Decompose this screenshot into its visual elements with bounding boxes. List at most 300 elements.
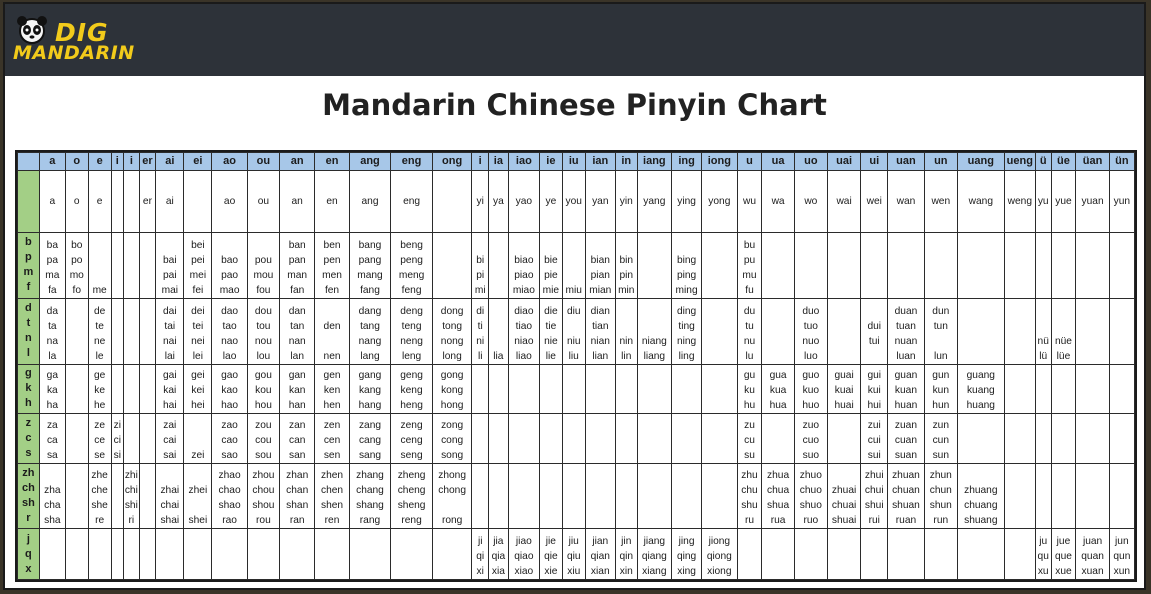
final-header: üe xyxy=(1051,153,1076,171)
syllable-cell: zen cen sen xyxy=(315,414,349,463)
syllable-cell xyxy=(762,232,794,298)
syllable-cell: ba pa ma fa xyxy=(39,232,65,298)
syllable-cell: yin xyxy=(615,171,637,233)
syllable-cell: guo kuo huo xyxy=(794,364,827,413)
syllable-cell xyxy=(247,529,279,580)
final-header: ü xyxy=(1035,153,1051,171)
final-header: ang xyxy=(349,153,391,171)
corner-cell xyxy=(18,153,40,171)
syllable-cell: gui kui hui xyxy=(861,364,888,413)
syllable-cell xyxy=(212,529,247,580)
syllable-cell: du tu nu lu xyxy=(737,298,762,364)
syllable-cell: nü lü xyxy=(1035,298,1051,364)
syllable-cell xyxy=(615,364,637,413)
syllable-cell xyxy=(65,414,88,463)
syllable-cell: bo po mo fo xyxy=(65,232,88,298)
syllable-cell: duan tuan nuan luan xyxy=(888,298,924,364)
final-header: uo xyxy=(794,153,827,171)
syllable-cell: dang tang nang lang xyxy=(349,298,391,364)
syllable-cell: ban pan man fan xyxy=(280,232,315,298)
page-title: Mandarin Chinese Pinyin Chart xyxy=(322,88,827,122)
syllable-cell xyxy=(637,463,671,529)
final-header: u xyxy=(737,153,762,171)
syllable-cell: die tie nie lie xyxy=(539,298,562,364)
syllable-cell xyxy=(1035,364,1051,413)
syllable-cell: guan kuan huan xyxy=(888,364,924,413)
syllable-cell: you xyxy=(562,171,585,233)
syllable-cell xyxy=(702,232,737,298)
syllable-cell: er xyxy=(139,171,156,233)
syllable-cell xyxy=(39,529,65,580)
syllable-cell xyxy=(794,232,827,298)
syllable-cell: an xyxy=(280,171,315,233)
syllable-cell: ye xyxy=(539,171,562,233)
syllable-cell: zi ci si xyxy=(111,414,123,463)
syllable-cell: bin pin min xyxy=(615,232,637,298)
syllable-cell: yong xyxy=(702,171,737,233)
syllable-cell: za ca sa xyxy=(39,414,65,463)
syllable-cell: zuo cuo suo xyxy=(794,414,827,463)
syllable-cell: gu ku hu xyxy=(737,364,762,413)
syllable-cell: nin lin xyxy=(615,298,637,364)
syllable-cell xyxy=(139,364,156,413)
syllable-cell: dou tou nou lou xyxy=(247,298,279,364)
site-logo[interactable] xyxy=(13,12,143,68)
syllable-cell: yang xyxy=(637,171,671,233)
initial-row xyxy=(18,232,1135,298)
syllable-cell: jie qie xie xyxy=(539,529,562,580)
syllable-cell: pou mou fou xyxy=(247,232,279,298)
syllable-cell: zhi chi shi ri xyxy=(124,463,140,529)
syllable-cell xyxy=(111,463,123,529)
syllable-cell xyxy=(124,364,140,413)
syllable-cell xyxy=(672,414,702,463)
pinyin-table-container xyxy=(15,150,1137,582)
syllable-cell xyxy=(139,463,156,529)
logo-text-dig: DIG xyxy=(55,18,109,47)
syllable-cell xyxy=(489,364,509,413)
syllable-cell: a xyxy=(39,171,65,233)
syllable-cell xyxy=(111,364,123,413)
final-header: iu xyxy=(562,153,585,171)
syllable-cell: zhu chu shu ru xyxy=(737,463,762,529)
syllable-cell: zhui chui shui rui xyxy=(861,463,888,529)
syllable-cell: dian tian nian lian xyxy=(585,298,615,364)
final-header: i xyxy=(124,153,140,171)
syllable-cell xyxy=(1109,298,1134,364)
syllable-cell xyxy=(957,414,1004,463)
syllable-cell: gong kong hong xyxy=(432,364,472,413)
syllable-cell: zao cao sao xyxy=(212,414,247,463)
syllable-cell xyxy=(585,364,615,413)
syllable-cell: gai kai hai xyxy=(156,364,184,413)
syllable-cell: weng xyxy=(1004,171,1035,233)
final-header: i xyxy=(111,153,123,171)
initial-row xyxy=(18,414,1135,463)
syllable-cell xyxy=(637,364,671,413)
syllable-cell: bai pai mai xyxy=(156,232,184,298)
syllable-cell: o xyxy=(65,171,88,233)
syllable-cell: bu pu mu fu xyxy=(737,232,762,298)
syllable-cell xyxy=(1004,364,1035,413)
syllable-cell: da ta na la xyxy=(39,298,65,364)
syllable-cell xyxy=(139,414,156,463)
syllable-cell: guang kuang huang xyxy=(957,364,1004,413)
syllable-cell: den nen xyxy=(315,298,349,364)
syllable-cell: bei pei mei fei xyxy=(184,232,212,298)
final-header: ing xyxy=(672,153,702,171)
syllable-cell: wen xyxy=(924,171,957,233)
syllable-cell xyxy=(391,529,433,580)
syllable-cell: ji qi xi xyxy=(472,529,489,580)
syllable-cell: jiong qiong xiong xyxy=(702,529,737,580)
syllable-cell: yao xyxy=(508,171,539,233)
syllable-cell: zhua chua shua rua xyxy=(762,463,794,529)
final-header: ui xyxy=(861,153,888,171)
final-header: ai xyxy=(156,153,184,171)
page-frame xyxy=(3,2,1146,590)
syllable-cell: zhe che she re xyxy=(88,463,111,529)
syllable-cell: guai kuai huai xyxy=(827,364,860,413)
syllable-cell xyxy=(1051,414,1076,463)
syllable-cell: gun kun hun xyxy=(924,364,957,413)
syllable-cell xyxy=(1004,298,1035,364)
syllable-cell: miu xyxy=(562,232,585,298)
syllable-cell xyxy=(539,414,562,463)
syllable-cell: bi pi mi xyxy=(472,232,489,298)
final-header: o xyxy=(65,153,88,171)
syllable-cell: bian pian mian xyxy=(585,232,615,298)
syllable-cell: wang xyxy=(957,171,1004,233)
syllable-cell: ge ke he xyxy=(88,364,111,413)
pinyin-chart-table xyxy=(17,152,1135,580)
syllable-cell: zhuang chuang shuang xyxy=(957,463,1004,529)
syllable-cell xyxy=(1035,414,1051,463)
syllable-cell xyxy=(1035,232,1051,298)
syllable-cell: gang kang hang xyxy=(349,364,391,413)
syllable-cell xyxy=(924,232,957,298)
syllable-cell xyxy=(508,364,539,413)
syllable-cell xyxy=(315,529,349,580)
syllable-cell xyxy=(432,171,472,233)
syllable-cell xyxy=(957,529,1004,580)
syllable-cell: dan tan nan lan xyxy=(280,298,315,364)
syllable-cell xyxy=(1004,529,1035,580)
syllable-cell xyxy=(88,529,111,580)
syllable-cell: zeng ceng seng xyxy=(391,414,433,463)
syllable-cell: ding ting ning ling xyxy=(672,298,702,364)
syllable-cell xyxy=(156,529,184,580)
syllable-cell: deng teng neng leng xyxy=(391,298,433,364)
syllable-cell: geng keng heng xyxy=(391,364,433,413)
syllable-cell xyxy=(702,463,737,529)
syllable-cell: gua kua hua xyxy=(762,364,794,413)
final-header: ueng xyxy=(1004,153,1035,171)
syllable-cell xyxy=(124,529,140,580)
syllable-cell: zai cai sai xyxy=(156,414,184,463)
syllable-cell xyxy=(280,529,315,580)
final-header: er xyxy=(139,153,156,171)
top-bar xyxy=(5,4,1144,76)
syllable-cell: zha cha sha xyxy=(39,463,65,529)
syllable-cell xyxy=(349,529,391,580)
syllable-cell: bie pie mie xyxy=(539,232,562,298)
syllable-cell xyxy=(432,529,472,580)
syllable-cell xyxy=(827,232,860,298)
syllable-cell xyxy=(1035,463,1051,529)
initial-label: d t n l xyxy=(18,298,40,364)
syllable-cell xyxy=(139,529,156,580)
syllable-cell xyxy=(702,364,737,413)
syllable-cell xyxy=(472,414,489,463)
syllable-cell xyxy=(702,414,737,463)
syllable-cell: zuan cuan suan xyxy=(888,414,924,463)
syllable-cell: lia xyxy=(489,298,509,364)
syllable-cell xyxy=(65,364,88,413)
syllable-cell: jiang qiang xiang xyxy=(637,529,671,580)
syllable-cell xyxy=(1004,232,1035,298)
initial-label: j q x xyxy=(18,529,40,580)
final-header: uan xyxy=(888,153,924,171)
syllable-cell: en xyxy=(315,171,349,233)
syllable-cell: wa xyxy=(762,171,794,233)
syllable-cell: jiu qiu xiu xyxy=(562,529,585,580)
syllable-cell: zong cong song xyxy=(432,414,472,463)
final-header: e xyxy=(88,153,111,171)
syllable-cell xyxy=(65,463,88,529)
syllable-cell xyxy=(124,232,140,298)
syllable-cell xyxy=(111,529,123,580)
syllable-cell: ze ce se xyxy=(88,414,111,463)
syllable-cell xyxy=(65,298,88,364)
syllable-cell: jia qia xia xyxy=(489,529,509,580)
syllable-cell: ying xyxy=(672,171,702,233)
syllable-cell xyxy=(637,232,671,298)
syllable-cell: gen ken hen xyxy=(315,364,349,413)
syllable-cell xyxy=(1109,364,1134,413)
syllable-cell: ya xyxy=(489,171,509,233)
final-header: eng xyxy=(391,153,433,171)
syllable-cell xyxy=(124,414,140,463)
syllable-cell xyxy=(1076,463,1109,529)
syllable-cell xyxy=(111,298,123,364)
syllable-cell xyxy=(1004,414,1035,463)
syllable-cell: zhuo chuo shuo ruo xyxy=(794,463,827,529)
syllable-cell xyxy=(1076,298,1109,364)
syllable-cell: zhong chong rong xyxy=(432,463,472,529)
syllable-cell: wei xyxy=(861,171,888,233)
syllable-cell xyxy=(827,414,860,463)
syllable-cell xyxy=(139,232,156,298)
final-header: i xyxy=(472,153,489,171)
syllable-cell: gei kei hei xyxy=(184,364,212,413)
syllable-cell xyxy=(762,414,794,463)
initial-row xyxy=(18,529,1135,580)
final-header: uai xyxy=(827,153,860,171)
syllable-cell: gan kan han xyxy=(280,364,315,413)
final-header: iong xyxy=(702,153,737,171)
syllable-cell xyxy=(508,414,539,463)
syllable-cell xyxy=(615,463,637,529)
syllable-cell: niang liang xyxy=(637,298,671,364)
syllable-cell: wu xyxy=(737,171,762,233)
syllable-cell xyxy=(957,232,1004,298)
syllable-cell: ju qu xu xyxy=(1035,529,1051,580)
syllable-cell: jian qian xian xyxy=(585,529,615,580)
syllable-cell: bing ping ming xyxy=(672,232,702,298)
syllable-cell xyxy=(924,529,957,580)
syllable-cell: yi xyxy=(472,171,489,233)
syllable-cell xyxy=(539,364,562,413)
final-header: ua xyxy=(762,153,794,171)
syllable-cell xyxy=(489,463,509,529)
logo-text-mandarin: MANDARIN xyxy=(13,42,135,64)
syllable-cell xyxy=(1076,364,1109,413)
syllable-cell: gou kou hou xyxy=(247,364,279,413)
syllable-cell xyxy=(184,171,212,233)
syllable-cell: bao pao mao xyxy=(212,232,247,298)
syllable-cell: zun cun sun xyxy=(924,414,957,463)
final-header: a xyxy=(39,153,65,171)
syllable-cell xyxy=(888,232,924,298)
syllable-cell xyxy=(827,529,860,580)
syllable-cell xyxy=(65,529,88,580)
syllable-cell: jing qing xing xyxy=(672,529,702,580)
syllable-cell: jiao qiao xiao xyxy=(508,529,539,580)
initial-row xyxy=(18,171,1135,233)
final-header: an xyxy=(280,153,315,171)
final-header: uang xyxy=(957,153,1004,171)
syllable-cell: eng xyxy=(391,171,433,233)
syllable-cell xyxy=(1004,463,1035,529)
final-header: ian xyxy=(585,153,615,171)
syllable-cell: de te ne le xyxy=(88,298,111,364)
syllable-cell xyxy=(615,414,637,463)
syllable-cell: yan xyxy=(585,171,615,233)
syllable-cell: zhuan chuan shuan ruan xyxy=(888,463,924,529)
syllable-cell xyxy=(1051,232,1076,298)
final-header: ou xyxy=(247,153,279,171)
syllable-cell xyxy=(562,414,585,463)
syllable-cell xyxy=(562,364,585,413)
syllable-cell xyxy=(489,232,509,298)
finals-header-row xyxy=(18,153,1135,171)
syllable-cell xyxy=(139,298,156,364)
initial-row xyxy=(18,463,1135,529)
syllable-cell: zhen chen shen ren xyxy=(315,463,349,529)
syllable-cell: duo tuo nuo luo xyxy=(794,298,827,364)
syllable-cell: ai xyxy=(156,171,184,233)
syllable-cell: dui tui xyxy=(861,298,888,364)
syllable-cell xyxy=(888,529,924,580)
syllable-cell: ang xyxy=(349,171,391,233)
initial-label: g k h xyxy=(18,364,40,413)
syllable-cell: beng peng meng feng xyxy=(391,232,433,298)
final-header: iao xyxy=(508,153,539,171)
syllable-cell xyxy=(585,414,615,463)
syllable-cell: dong tong nong long xyxy=(432,298,472,364)
syllable-cell: wan xyxy=(888,171,924,233)
final-header: ie xyxy=(539,153,562,171)
syllable-cell: wo xyxy=(794,171,827,233)
final-header: in xyxy=(615,153,637,171)
syllable-cell xyxy=(1109,463,1134,529)
syllable-cell: nüe lüe xyxy=(1051,298,1076,364)
syllable-cell: dao tao nao lao xyxy=(212,298,247,364)
final-header: ün xyxy=(1109,153,1134,171)
syllable-cell: jue que xue xyxy=(1051,529,1076,580)
syllable-cell xyxy=(1051,463,1076,529)
syllable-cell: juan quan xuan xyxy=(1076,529,1109,580)
syllable-cell: zei xyxy=(184,414,212,463)
syllable-cell: zang cang sang xyxy=(349,414,391,463)
syllable-cell xyxy=(508,463,539,529)
initial-label: zh ch sh r xyxy=(18,463,40,529)
syllable-cell: zhou chou shou rou xyxy=(247,463,279,529)
initial-label: b p m f xyxy=(18,232,40,298)
syllable-cell xyxy=(762,298,794,364)
syllable-cell: diao tiao niao liao xyxy=(508,298,539,364)
syllable-cell: diu niu liu xyxy=(562,298,585,364)
syllable-cell xyxy=(124,298,140,364)
syllable-cell: zan can san xyxy=(280,414,315,463)
syllable-cell: zui cui sui xyxy=(861,414,888,463)
syllable-cell: gao kao hao xyxy=(212,364,247,413)
initial-row xyxy=(18,364,1135,413)
syllable-cell xyxy=(794,529,827,580)
syllable-cell xyxy=(562,463,585,529)
syllable-cell xyxy=(432,232,472,298)
syllable-cell xyxy=(827,298,860,364)
syllable-cell: yun xyxy=(1109,171,1134,233)
final-header: ong xyxy=(432,153,472,171)
syllable-cell xyxy=(585,463,615,529)
syllable-cell: zhei shei xyxy=(184,463,212,529)
syllable-cell xyxy=(111,171,123,233)
syllable-cell: biao piao miao xyxy=(508,232,539,298)
syllable-cell xyxy=(489,414,509,463)
syllable-cell: yue xyxy=(1051,171,1076,233)
syllable-cell xyxy=(1076,232,1109,298)
syllable-cell xyxy=(672,364,702,413)
syllable-cell: ao xyxy=(212,171,247,233)
syllable-cell xyxy=(472,463,489,529)
final-header: en xyxy=(315,153,349,171)
syllable-cell: dai tai nai lai xyxy=(156,298,184,364)
syllable-cell: ben pen men fen xyxy=(315,232,349,298)
syllable-cell: zhuai chuai shuai xyxy=(827,463,860,529)
syllable-cell xyxy=(957,298,1004,364)
syllable-cell: zhai chai shai xyxy=(156,463,184,529)
syllable-cell: e xyxy=(88,171,111,233)
syllable-cell: wai xyxy=(827,171,860,233)
final-header: un xyxy=(924,153,957,171)
syllable-cell xyxy=(1109,232,1134,298)
syllable-cell: me xyxy=(88,232,111,298)
syllable-cell: zhao chao shao rao xyxy=(212,463,247,529)
syllable-cell: di ti ni li xyxy=(472,298,489,364)
syllable-cell: jun qun xun xyxy=(1109,529,1134,580)
syllable-cell xyxy=(111,232,123,298)
syllable-cell: ga ka ha xyxy=(39,364,65,413)
syllable-cell: zu cu su xyxy=(737,414,762,463)
syllable-cell xyxy=(1076,414,1109,463)
syllable-cell: zheng cheng sheng reng xyxy=(391,463,433,529)
syllable-cell: bang pang mang fang xyxy=(349,232,391,298)
final-header: iang xyxy=(637,153,671,171)
syllable-cell: dei tei nei lei xyxy=(184,298,212,364)
initial-label: z c s xyxy=(18,414,40,463)
